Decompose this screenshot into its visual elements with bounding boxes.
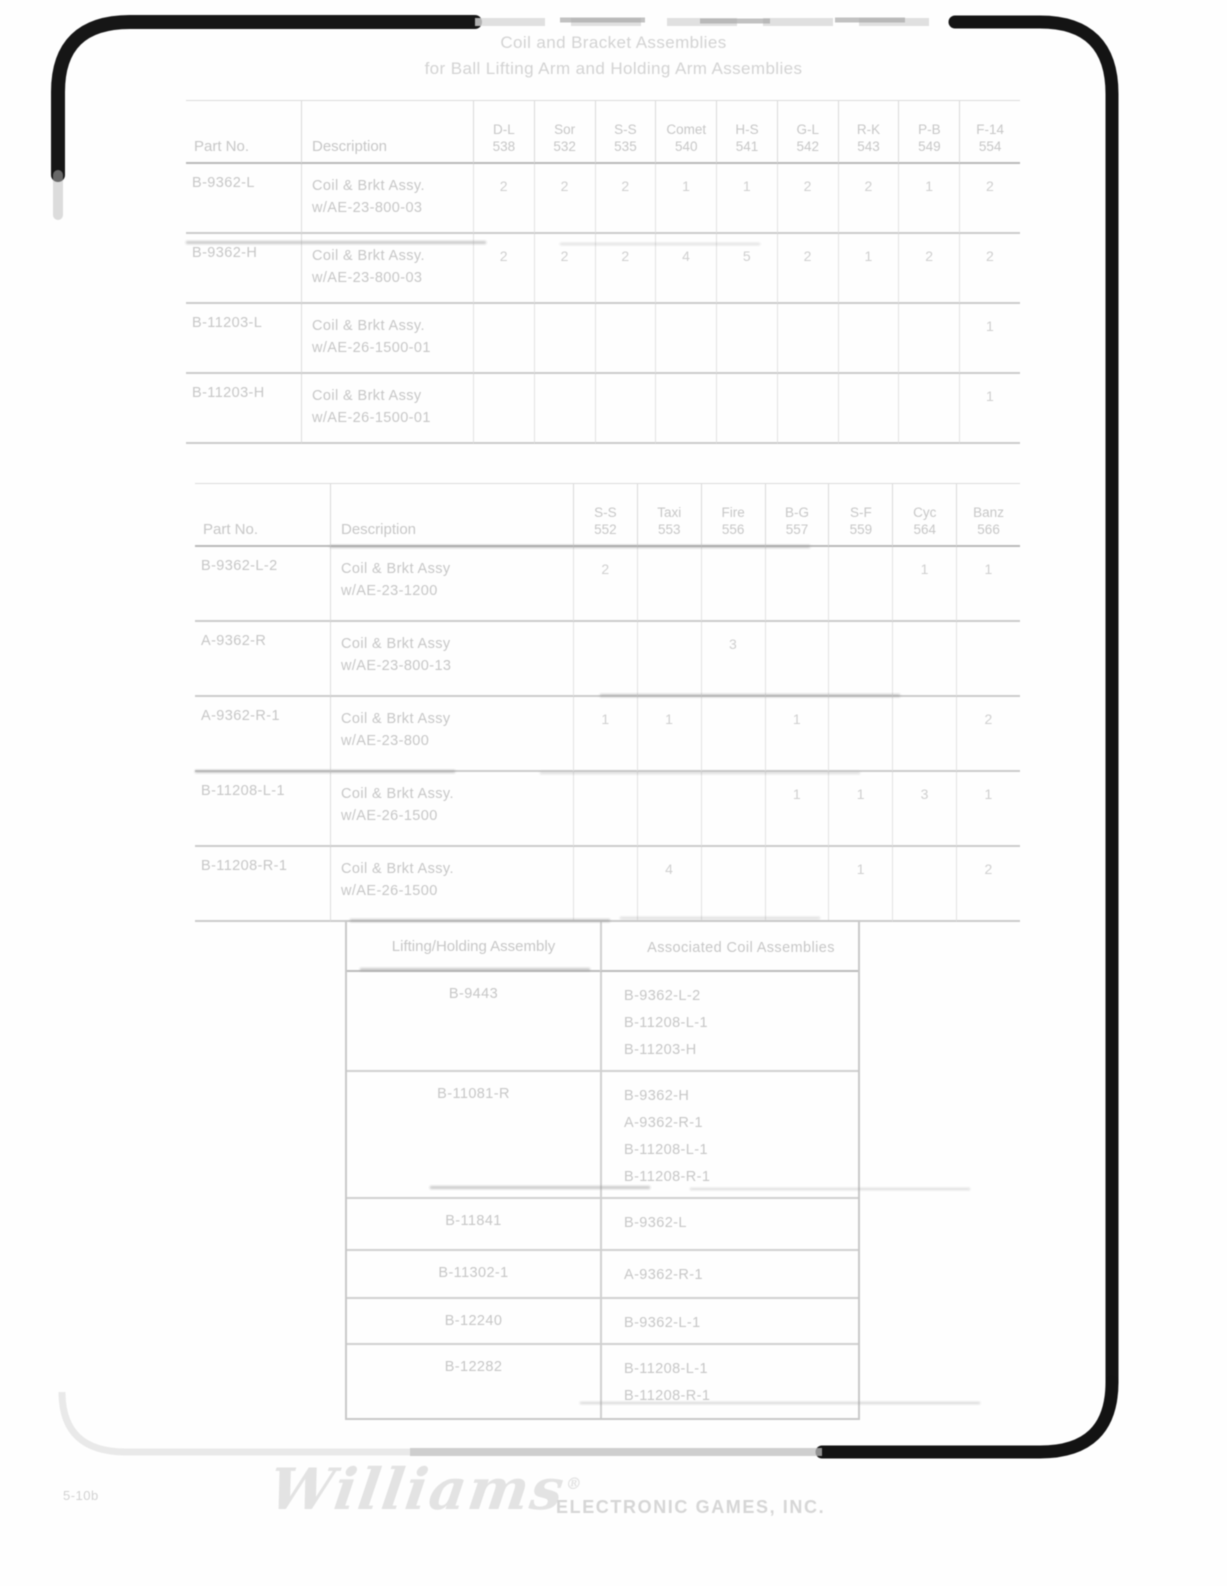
scan-artifact [690,1188,970,1190]
qty-cell [838,374,899,444]
qty-cell: 2 [573,547,637,622]
scan-artifact [540,772,860,774]
part-no-cell: B-11203-L [186,304,301,374]
game-abbr: H-S [735,122,759,137]
coil-assembly-ref: B-11208-L-1 [624,1015,708,1031]
description-line2: w/AE-26-1500 [341,883,438,899]
qty-cell [765,847,829,922]
game-number: 532 [553,139,576,154]
description-cell [330,547,573,622]
qty-cell: 2 [534,164,595,234]
coil-assembly-ref: B-9362-H [624,1088,690,1104]
cross-ref-row [347,1251,858,1299]
qty-cell [828,622,892,697]
qty-cell [701,547,765,622]
game-number: 535 [614,139,637,154]
page-subtitle: for Ball Lifting Arm and Holding Arm Assemblies [424,59,803,78]
page-header [0,30,1227,82]
description-cell [330,697,573,772]
qty-cell [777,374,838,444]
coil-assembly-ref: B-11208-R-1 [624,1169,711,1185]
assembly-cell: B-12240 [347,1299,600,1345]
description-line1: Coil & Brkt Assy [341,636,451,652]
qty-cell [892,697,956,772]
qty-cell: 2 [956,697,1020,772]
game-number: 541 [735,139,759,154]
scan-artifact [360,968,590,971]
qty-cell [573,772,637,847]
part-no-cell: B-11208-R-1 [195,847,330,922]
part-no-cell: B-9362-L-2 [195,547,330,622]
cross-ref-row [347,1299,858,1345]
qty-cell: 1 [959,304,1020,374]
assembly-cell: B-9443 [347,972,600,1072]
williams-logo [265,1456,586,1523]
coil-assembly-ref: B-11208-L-1 [624,1142,708,1158]
game-abbr: S-S [614,122,637,137]
cross-ref-row [347,1345,858,1418]
game-column-header [898,100,959,164]
game-abbr: F-14 [976,122,1004,137]
game-abbr: D-L [493,122,515,137]
description-cell [301,374,473,444]
registered-mark: ® [564,1474,586,1493]
page-title: Coil and Bracket Assemblies [500,33,727,52]
qty-cell: 5 [716,234,777,304]
coil-assembly-ref: B-11208-L-1 [624,1361,708,1377]
qty-cell: 2 [473,234,534,304]
description-line1: Coil & Brkt Assy [341,561,451,577]
coils-cell [600,972,858,1072]
qty-cell: 1 [655,164,716,234]
part-no-cell: A-9362-R [195,622,330,697]
qty-cell: 2 [956,847,1020,922]
game-abbr: Fire [721,505,745,520]
description-line1: Coil & Brkt Assy [341,711,451,727]
qty-cell [637,622,701,697]
qty-cell: 2 [959,164,1020,234]
qty-cell [898,304,959,374]
game-abbr: Banz [973,505,1004,520]
description-line1: Coil & Brkt Assy. [312,248,425,264]
qty-cell [573,622,637,697]
description-line2: w/AE-23-800-03 [312,270,423,286]
col-header-description: Description [330,483,573,547]
coil-assembly-ref: B-9362-L-1 [624,1315,701,1331]
game-column-header [573,483,637,547]
game-column-header [473,100,534,164]
cross-ref-row [347,1199,858,1251]
description-line2: w/AE-26-1500-01 [312,340,431,356]
scan-artifact [195,770,455,773]
game-column-header [637,483,701,547]
qty-cell: 4 [637,847,701,922]
qty-cell [716,374,777,444]
game-column-header [716,100,777,164]
qty-cell [716,304,777,374]
company-name: ELECTRONIC GAMES, INC. [556,1497,826,1517]
game-column-header [828,483,892,547]
coil-assembly-ref: A-9362-R-1 [624,1115,703,1131]
qty-cell [473,374,534,444]
part-no-cell: B-11208-L-1 [195,772,330,847]
qty-cell [828,547,892,622]
qty-cell [838,304,899,374]
cross-ref-row [347,972,858,1072]
qty-cell [595,374,656,444]
description-cell [330,622,573,697]
qty-cell [892,622,956,697]
description-line2: w/AE-23-800 [341,733,430,749]
coil-bracket-table-2 [195,483,1020,922]
col-header-part-no: Part No. [186,100,301,164]
qty-cell: 1 [892,547,956,622]
qty-cell [534,374,595,444]
qty-cell [898,374,959,444]
description-line2: w/AE-26-1500 [341,808,438,824]
game-column-header [838,100,899,164]
qty-cell: 1 [956,772,1020,847]
qty-cell [765,622,829,697]
game-column-header [655,100,716,164]
part-no-cell: A-9362-R-1 [195,697,330,772]
qty-cell: 1 [959,374,1020,444]
part-no-cell: B-9362-L [186,164,301,234]
qty-cell: 2 [898,234,959,304]
qty-cell [828,697,892,772]
description-cell [301,304,473,374]
qty-cell: 1 [716,164,777,234]
williams-logo-text: Williams [265,1456,570,1523]
game-column-header [892,483,956,547]
description-line2: w/AE-23-800-13 [341,658,452,674]
game-column-header [956,483,1020,547]
coils-cell [600,1345,858,1418]
qty-cell: 2 [534,234,595,304]
qty-cell [637,547,701,622]
game-number: 540 [674,139,698,154]
game-abbr: Sor [554,122,576,137]
description-line1: Coil & Brkt Assy. [312,318,425,334]
qty-cell: 4 [655,234,716,304]
game-abbr: Cyc [913,505,937,520]
coils-cell [600,1072,858,1199]
qty-cell: 3 [892,772,956,847]
game-column-header [701,483,765,547]
game-column-header [595,100,656,164]
scan-artifact [600,694,900,697]
game-number: 557 [785,522,809,537]
assembly-cell: B-11302-1 [347,1251,600,1299]
col-header-description: Description [301,100,473,164]
qty-cell: 1 [573,697,637,772]
qty-cell [534,304,595,374]
game-number: 556 [721,522,745,537]
coil-assembly-ref: B-11208-R-1 [624,1388,711,1404]
qty-cell [595,304,656,374]
description-line1: Coil & Brkt Assy. [312,178,425,194]
qty-cell [701,772,765,847]
game-column-header [959,100,1020,164]
qty-cell: 1 [765,772,829,847]
qty-cell: 2 [959,234,1020,304]
part-no-cell: B-11203-H [186,374,301,444]
description-cell [301,234,473,304]
qty-cell: 1 [828,847,892,922]
game-abbr: S-F [849,505,872,520]
assembly-cell: B-12282 [444,1359,503,1375]
coil-assembly-ref: B-11203-H [624,1042,697,1058]
description-cell [330,772,573,847]
qty-cell: 2 [777,234,838,304]
coil-assembly-ref: B-9362-L [624,1215,687,1231]
game-column-header [534,100,595,164]
qty-cell: 1 [765,697,829,772]
qty-cell [956,622,1020,697]
qty-cell [637,772,701,847]
description-line2: w/AE-23-1200 [341,583,438,599]
description-line2: w/AE-23-800-03 [312,200,423,216]
coil-assembly-ref: B-9362-L-2 [624,988,701,1004]
game-abbr: G-L [796,122,820,137]
qty-cell: 2 [595,164,656,234]
game-number: 538 [492,139,516,154]
qty-cell [892,847,956,922]
game-number: 549 [918,139,941,154]
description-line2: w/AE-26-1500-01 [312,410,431,426]
game-column-header [765,483,829,547]
game-number: 543 [857,139,880,154]
qty-cell: 3 [701,622,765,697]
qty-cell: 1 [956,547,1020,622]
coils-column-header: Associated Coil Assemblies [600,922,858,972]
qty-cell: 2 [777,164,838,234]
col-header-part-no: Part No. [195,483,330,547]
qty-cell [777,304,838,374]
qty-cell: 2 [595,234,656,304]
coil-assembly-ref: A-9362-R-1 [624,1267,703,1283]
scan-artifact [580,1402,980,1404]
cross-ref-header-row [347,922,858,972]
qty-cell [765,547,829,622]
game-abbr: S-S [594,505,617,520]
part-no-cell: B-9362-H [186,234,301,304]
qty-cell [701,847,765,922]
scan-artifact [620,917,820,919]
game-abbr: Taxi [657,505,682,520]
description-cell [301,164,473,234]
description-line1: Coil & Brkt Assy. [341,786,454,802]
assembly-cross-reference-table [345,920,860,1420]
qty-cell: 1 [838,234,899,304]
qty-cell [655,374,716,444]
scan-artifact [330,545,810,548]
scan-artifact [186,241,486,244]
qty-cell [473,304,534,374]
game-number: 564 [913,522,936,537]
scan-artifact [560,243,760,245]
coil-bracket-table-1 [186,100,1020,444]
game-abbr: R-K [856,122,881,137]
game-number: 542 [796,139,820,154]
game-number: 554 [978,139,1002,154]
game-column-header [777,100,838,164]
qty-cell: 2 [838,164,899,234]
description-line1: Coil & Brkt Assy. [341,861,454,877]
assembly-cell: B-11841 [347,1199,600,1251]
game-number: 552 [594,522,617,537]
qty-cell: 1 [828,772,892,847]
cross-ref-row [347,1072,858,1199]
scan-artifact [430,1186,650,1189]
qty-cell [701,697,765,772]
qty-cell: 1 [637,697,701,772]
qty-cell [573,847,637,922]
qty-cell [655,304,716,374]
game-number: 559 [849,522,873,537]
coils-cell [600,1199,858,1251]
description-cell [330,847,573,922]
scan-artifact [350,919,610,922]
game-abbr: Comet [666,122,707,137]
assembly-cell: B-11081-R [347,1072,600,1199]
qty-cell: 2 [473,164,534,234]
game-abbr: P-B [918,122,941,137]
game-number: 553 [658,522,681,537]
coils-cell [600,1251,858,1299]
coils-cell [600,1299,858,1345]
description-line1: Coil & Brkt Assy [312,388,422,404]
game-abbr: B-G [784,505,809,520]
page-number: 5-10b [63,1488,99,1503]
game-number: 566 [977,522,1000,537]
assembly-column-header: Lifting/Holding Assembly [347,922,600,972]
qty-cell: 1 [898,164,959,234]
